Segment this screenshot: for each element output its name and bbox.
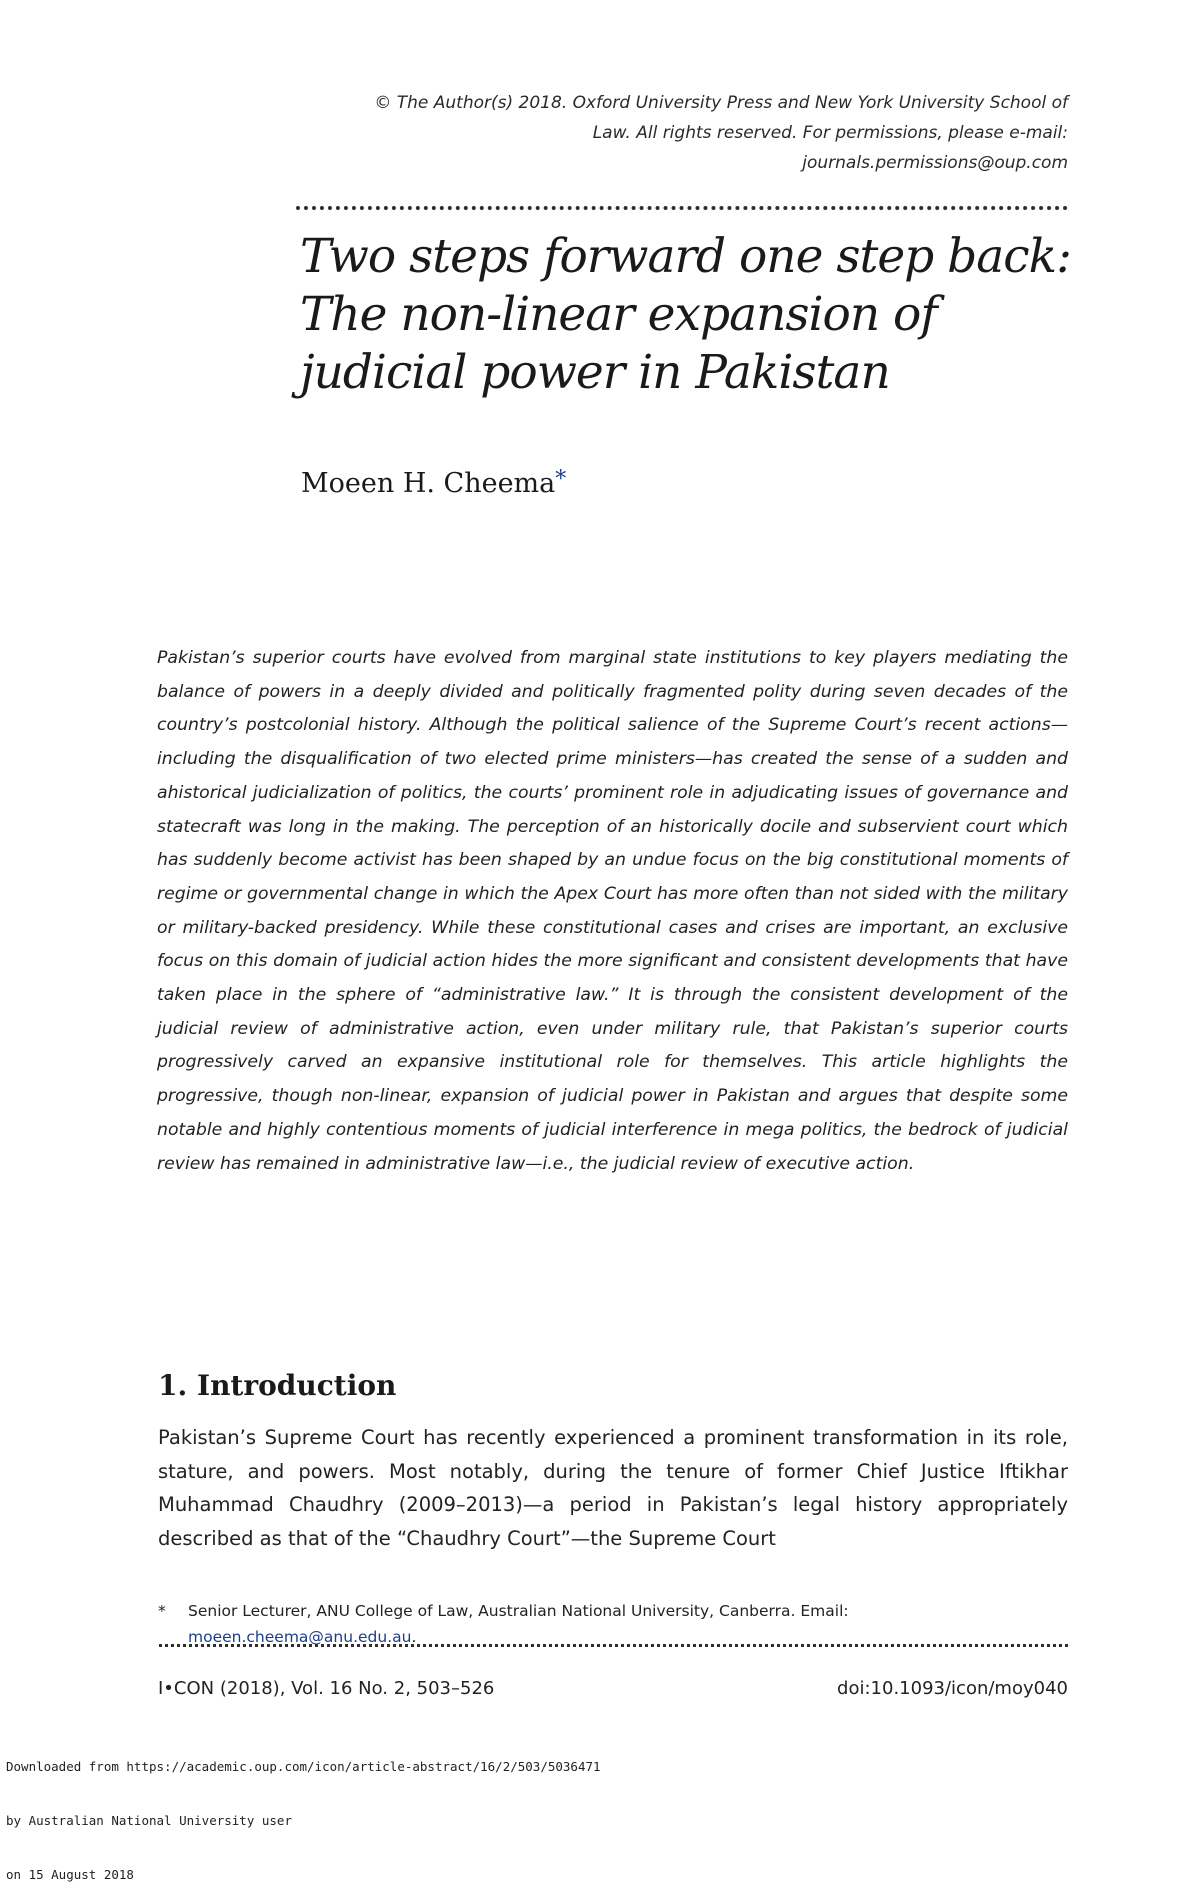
download-stamp [6, 1722, 601, 1902]
author-name: Moeen H. Cheema [301, 468, 556, 499]
journal-citation: I•CON (2018), Vol. 16 No. 2, 503–526 [158, 1678, 495, 1699]
author-footnote-mark[interactable]: * [555, 467, 567, 492]
download-stamp-line-3: on 15 August 2018 [6, 1867, 134, 1882]
footnote-email-link[interactable]: moeen.cheema@anu.edu.au [188, 1628, 412, 1646]
footer-dotted-rule [159, 1644, 1068, 1647]
copyright-line-2: Law. All rights reserved. For permissions, please e-mail: journals.permissions@oup.com [592, 123, 1068, 173]
introduction-paragraph: Pakistan’s Supreme Court has recently experienced a prominent transformation in its role, stature, and powers. Most notably, during the tenure of former Chief Justice Iftikhar Muhammad Chaudhry (2009–2013)—a period in Pakistan’s legal history appropriately described as that of the “Chaudhry Court”—the Supreme Court [158, 1426, 1068, 1550]
title-line-1: Two steps forward one step back: [300, 229, 1071, 284]
doi-reference[interactable]: doi:10.1093/icon/moy040 [837, 1678, 1068, 1699]
download-stamp-line-2: by Australian National University user [6, 1813, 292, 1828]
header-dotted-rule [296, 206, 1068, 210]
author-line [301, 466, 566, 502]
footnote-mark: * [158, 1602, 166, 1620]
author-footnote [158, 1598, 1068, 1650]
footnote-body [188, 1598, 1058, 1650]
download-stamp-line-1: Downloaded from https://academic.oup.com/icon/article-abstract/16/2/503/5036471 [6, 1759, 601, 1774]
title-line-3: judicial power in Pakistan [300, 345, 890, 400]
section-heading-introduction: 1. Introduction [158, 1369, 397, 1402]
article-title [300, 228, 1080, 402]
copyright-line-1: © The Author(s) 2018. Oxford University Press and New York University School of [374, 93, 1068, 113]
footnote-end: . [411, 1628, 417, 1646]
copyright-notice [326, 88, 1068, 178]
title-line-2: The non-linear expansion of [300, 287, 937, 342]
footnote-text: Senior Lecturer, ANU College of Law, Australian National University, Canberra. Email: [188, 1602, 849, 1620]
abstract-paragraph: Pakistan’s superior courts have evolved from marginal state institutions to key players mediating the balance of powers in a deeply divided and politically fragmented polity during seven decades of the country’s postcolonial history. Although the political salience of the Supreme Court’s recent actions—including the disqualification of two elected prime ministers—has created the sense of a sudden and ahistorical judicialization of politics, the courts’ prominent role in adjudicating issues of governance and statecraft was long in the making. The perception of an historically docile and subservient court which has suddenly become activist has been shaped by an undue focus on the big constitutional moments of regime or governmental change in which the Apex Court has more often than not sided with the military or military-backed presidency. While these constitutional cases and crises are important, an exclusive focus on this domain of judicial action hides the more significant and consistent developments that have taken place in the sphere of “administrative law.” It is through the consistent development of the judicial review of administrative action, even under military rule, that Pakistan’s superior courts progressively carved an expansive institutional role for themselves. This article highlights the progressive, though non-linear, expansion of judicial power in Pakistan and argues that despite some notable and highly contentious moments of judicial interference in mega politics, the bedrock of judicial review has remained in administrative law—i.e., the judicial review of executive action. [157, 648, 1068, 1174]
